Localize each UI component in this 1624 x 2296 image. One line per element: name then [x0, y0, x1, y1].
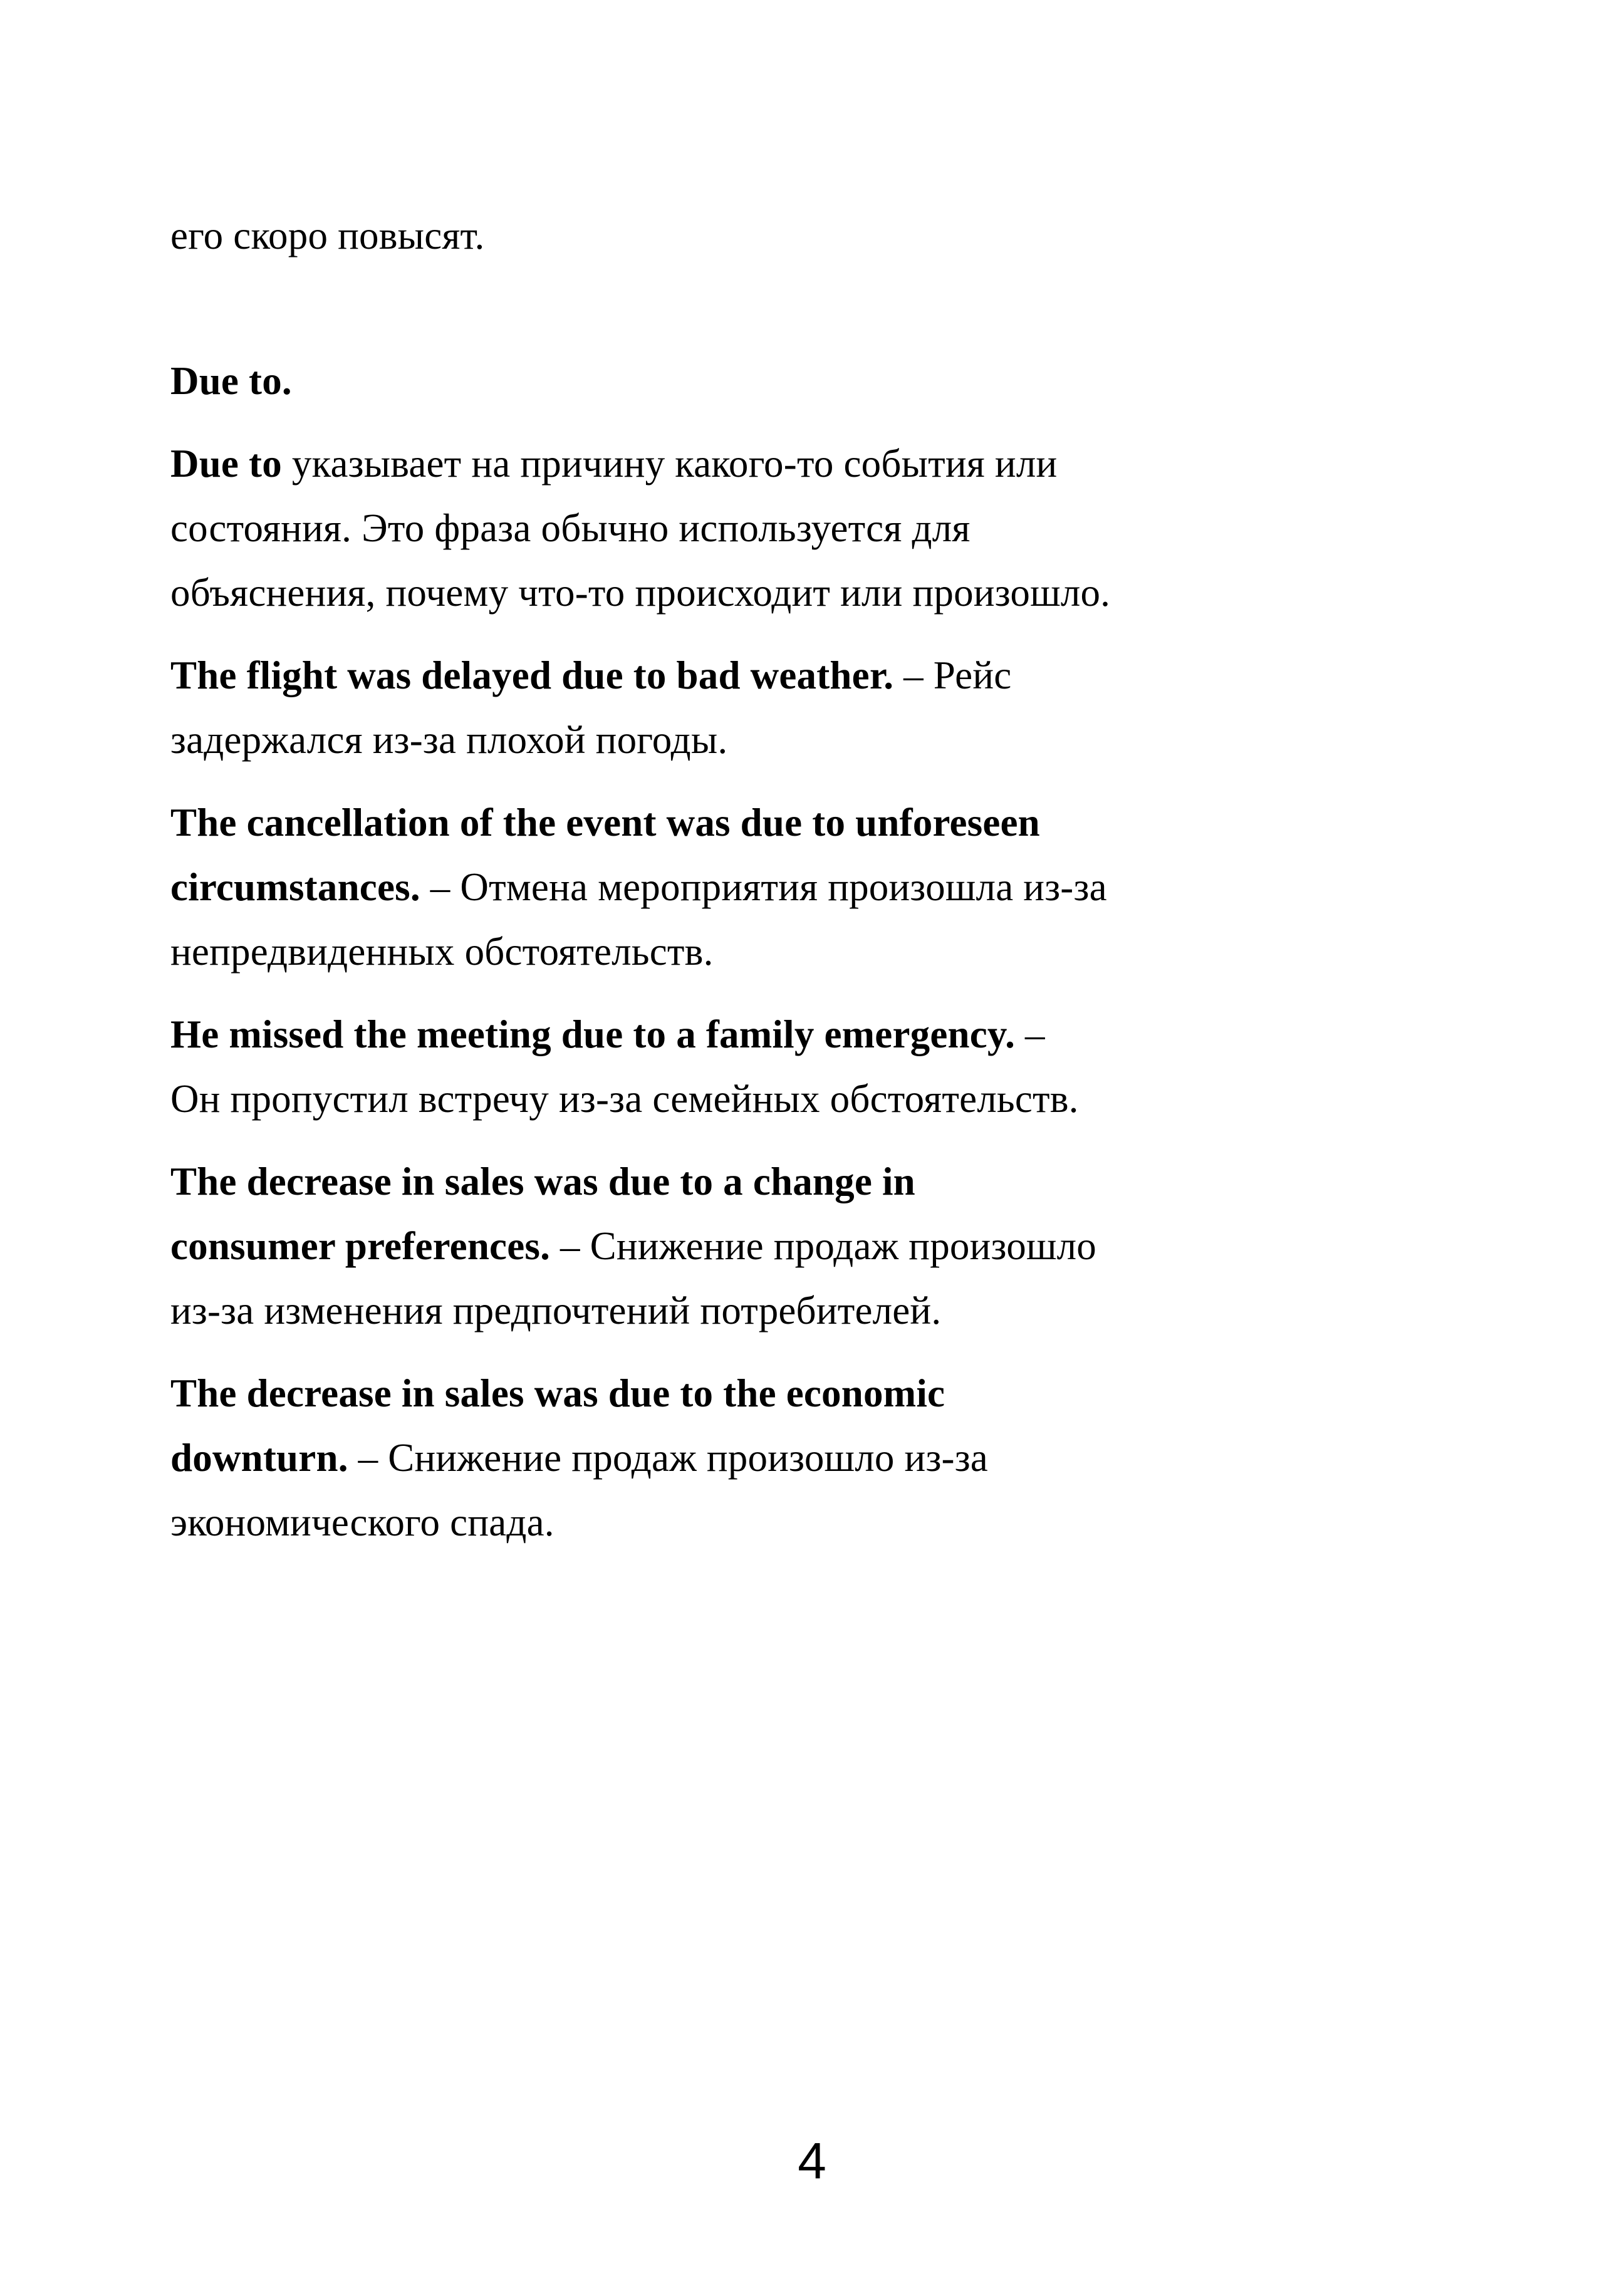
text-line: [170, 1067, 1373, 1131]
document-body: [170, 204, 1373, 1555]
text-line: [170, 432, 1373, 496]
text-run: Он пропустил встречу из-за семейных обстоятельств.: [170, 1077, 1079, 1121]
text-run: задержался из-за плохой погоды.: [170, 718, 728, 762]
bold-text-run: downturn.: [170, 1436, 348, 1480]
text-line: [170, 496, 1373, 561]
paragraph: [170, 1361, 1373, 1555]
text-run: его скоро повысят.: [170, 214, 485, 257]
text-line: [170, 1214, 1373, 1279]
text-line: [170, 1279, 1373, 1343]
bold-text-run: The flight was delayed due to bad weather.: [170, 653, 894, 697]
text-run: из-за изменения предпочтений потребителей.: [170, 1289, 942, 1332]
text-run: – Рейс: [893, 653, 1012, 697]
text-line: [170, 791, 1373, 855]
text-run: – Снижение продаж произошло из-за: [348, 1436, 988, 1480]
section-heading: [170, 349, 1373, 413]
text-line: [170, 1426, 1373, 1490]
text-line: [170, 561, 1373, 625]
bold-text-run: circumstances.: [170, 865, 420, 909]
paragraph: [170, 204, 1373, 268]
text-line: [170, 1361, 1373, 1426]
text-line: [170, 855, 1373, 920]
text-run: экономического спада.: [170, 1500, 554, 1544]
text-run: –: [1015, 1012, 1045, 1056]
text-run: – Снижение продаж произошло: [550, 1224, 1097, 1268]
text-line: [170, 1490, 1373, 1555]
text-run: состояния. Это фраза обычно используется для: [170, 506, 971, 550]
bold-text-run: The decrease in sales was due to a change in: [170, 1160, 915, 1203]
bold-text-run: consumer preferences.: [170, 1224, 551, 1268]
text-line: [170, 204, 1373, 268]
paragraph: [170, 643, 1373, 772]
bold-text-run: The cancellation of the event was due to unforeseen: [170, 801, 1040, 844]
page-number: 4: [798, 2132, 826, 2190]
text-line: [170, 643, 1373, 708]
paragraph: [170, 432, 1373, 625]
text-run: – Отмена мероприятия произошла из-за: [420, 865, 1107, 909]
text-run: непредвиденных обстоятельств.: [170, 930, 714, 974]
text-run: объяснения, почему что-то происходит или произошло.: [170, 571, 1111, 615]
paragraph: [170, 1150, 1373, 1343]
text-line: [170, 1002, 1373, 1067]
text-run: указывает на причину какого-то события или: [291, 442, 1058, 486]
bold-text-run: Due to.: [170, 359, 292, 403]
text-line: [170, 920, 1373, 984]
paragraph: [170, 1002, 1373, 1131]
text-line: [170, 349, 1373, 413]
bold-text-run: He missed the meeting due to a family emergency.: [170, 1012, 1016, 1056]
bold-text-run: Due to: [170, 442, 292, 486]
paragraph: [170, 791, 1373, 984]
text-line: [170, 708, 1373, 772]
text-line: [170, 1150, 1373, 1214]
bold-text-run: The decrease in sales was due to the economic: [170, 1371, 945, 1415]
